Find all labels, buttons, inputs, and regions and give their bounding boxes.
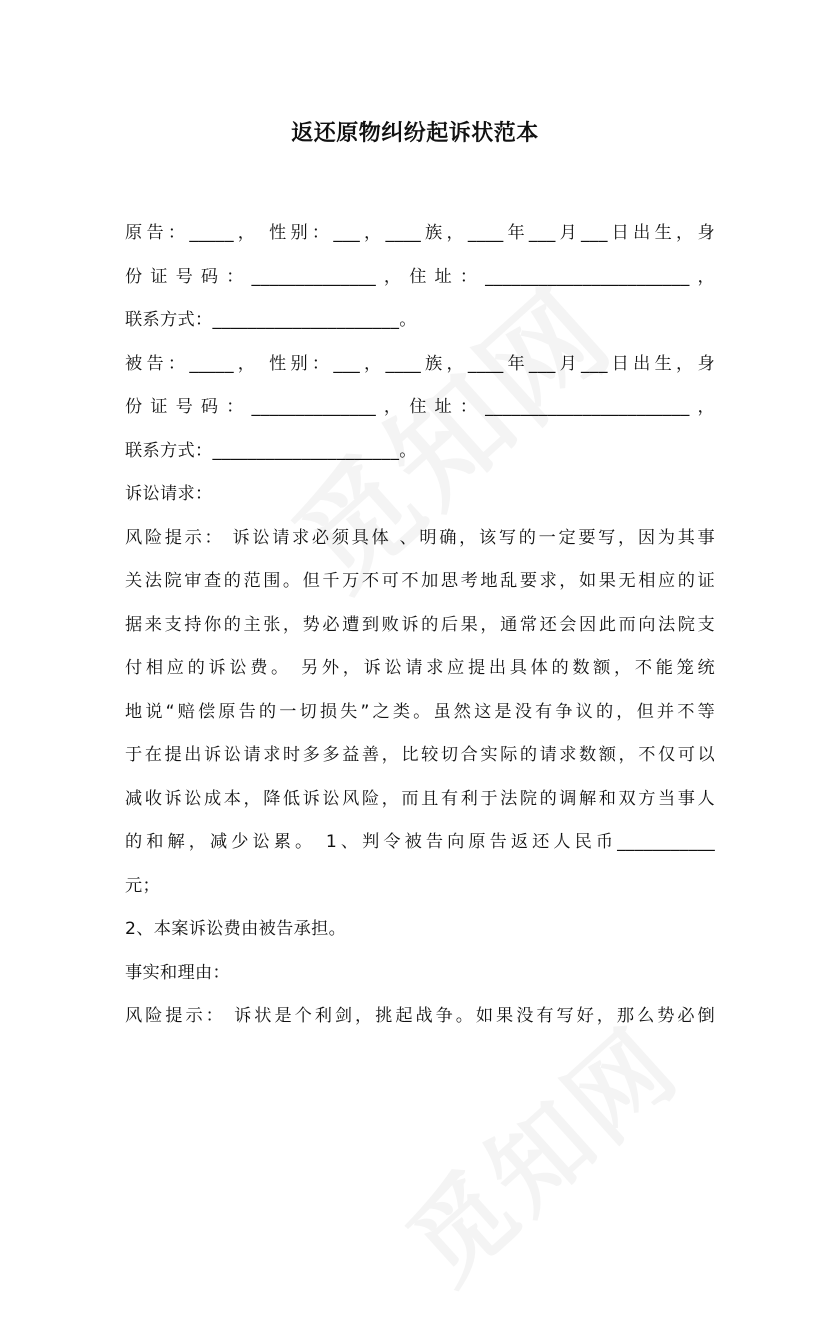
claims-heading: 诉讼请求： (125, 484, 213, 504)
defendant-line-1: 被告：_____， 性别：___，____族，____年___月___日出生，身 (125, 353, 715, 374)
paragraph-line: 风险提示： 诉讼请求必须具体 、明确，该写的一定要写，因为其事 (125, 527, 715, 548)
plaintiff-contact-line: 联系方式：_____________________。 (125, 310, 417, 330)
paragraph-line: 的和解，减少讼累。 1、判令被告向原告返还人民币___________ (125, 832, 715, 852)
paragraph-line: 风险提示： 诉状是个利剑，挑起战争。如果没有写好，那么势必倒 (125, 1006, 715, 1026)
plaintiff-line-1: 原告：_____， 性别：___，____族，____年___月___日出生，身 (125, 223, 715, 243)
claim-item-2: 2、本案诉讼费由被告承担。 (125, 919, 347, 939)
defendant-contact-line: 联系方式：_____________________。 (125, 440, 417, 461)
facts-heading: 事实和理由： (125, 962, 230, 983)
paragraph-line: 关法院审查的范围。但千万不可不加思考地乱要求，如果无相应的证 (125, 571, 715, 591)
paragraph-line: 地说“赔偿原告的一切损失”之类。虽然这是没有争议的，但并不等 (125, 701, 715, 722)
paragraph-line: 据来支持你的主张，势必遭到败诉的后果，通常还会因此而向法院支 (125, 614, 715, 635)
defendant-line-2: 份证号码：______________，住址：_______________________， (125, 397, 715, 417)
watermark-bottom (372, 1001, 709, 1328)
paragraph-line: 减收诉讼成本，降低诉讼风险，而且有利于法院的调解和双方当事人 (125, 788, 715, 809)
document-body (125, 212, 715, 1039)
document-title: 返还原物纠纷起诉状范本 (291, 121, 539, 146)
plaintiff-line-2: 份证号码：______________，住址：_______________________， (125, 266, 715, 287)
paragraph-line: 元； (125, 875, 160, 896)
paragraph-line: 付相应的诉讼费。 另外，诉讼请求应提出具体的数额，不能笼统 (125, 658, 715, 678)
paragraph-line: 于在提出诉讼请求时多多益善，比较切合实际的请求数额，不仅可以 (125, 745, 715, 765)
